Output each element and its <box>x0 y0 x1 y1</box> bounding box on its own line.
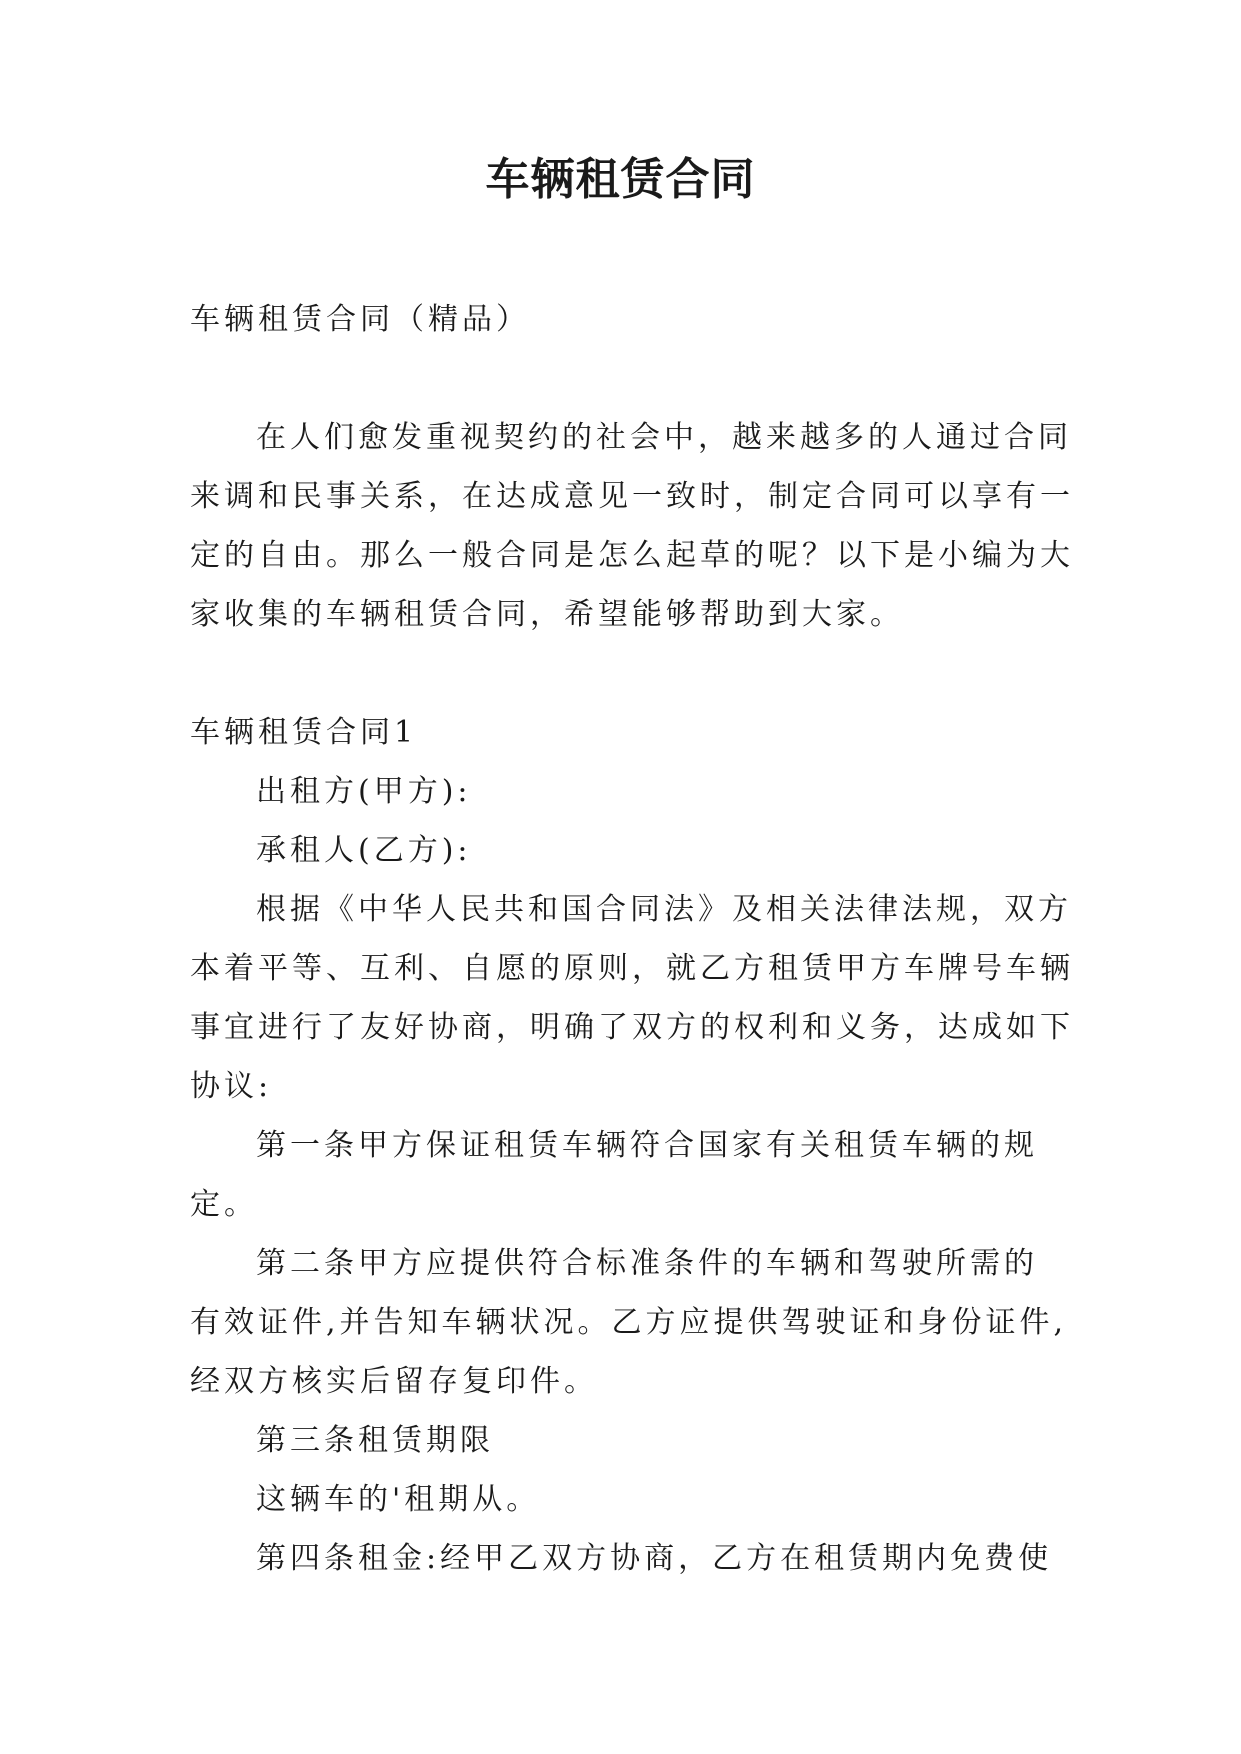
intro-line: 在人们愈发重视契约的社会中，越来越多的人通过合同 <box>256 420 1072 455</box>
preamble-line: 本着平等、互利、自愿的原则，就乙方租赁甲方车牌号车辆 <box>190 951 1074 986</box>
spacer <box>190 349 1050 408</box>
article-1-line: 第一条甲方保证租赁车辆符合国家有关租赁车辆的规 <box>256 1128 1038 1163</box>
article-1-line: 定。 <box>190 1187 258 1222</box>
document-title: 车辆租赁合同 <box>485 154 756 205</box>
spacer <box>190 644 1050 703</box>
article-4-line: 第四条租金:经甲乙双方协商，乙方在租赁期内免费使 <box>256 1541 1053 1576</box>
document-body <box>190 290 1074 1588</box>
article-2-line: 经双方核实后留存复印件。 <box>190 1364 598 1399</box>
article-2-line: 有效证件,并告知车辆状况。乙方应提供驾驶证和身份证件, <box>190 1305 1068 1340</box>
article-2-line: 第二条甲方应提供符合标准条件的车辆和驾驶所需的 <box>256 1246 1038 1281</box>
article-3-text: 这辆车的'租期从。 <box>256 1482 541 1517</box>
intro-line: 定的自由。那么一般合同是怎么起草的呢？以下是小编为大 <box>190 538 1074 573</box>
article-3-heading: 第三条租赁期限 <box>256 1423 494 1458</box>
preamble-line: 协议: <box>190 1069 273 1104</box>
document-subtitle: 车辆租赁合同（精品） <box>190 302 530 337</box>
intro-line: 家收集的车辆租赁合同，希望能够帮助到大家。 <box>190 597 904 632</box>
preamble-line: 根据《中华人民共和国合同法》及相关法律法规，双方 <box>256 892 1072 927</box>
lessor-line: 出租方(甲方): <box>256 774 472 809</box>
intro-line: 来调和民事关系，在达成意见一致时，制定合同可以享有一 <box>190 479 1074 514</box>
preamble-line: 事宜进行了友好协商，明确了双方的权利和义务，达成如下 <box>190 1010 1074 1045</box>
section-heading: 车辆租赁合同1 <box>190 715 418 750</box>
lessee-line: 承租人(乙方): <box>256 833 472 868</box>
